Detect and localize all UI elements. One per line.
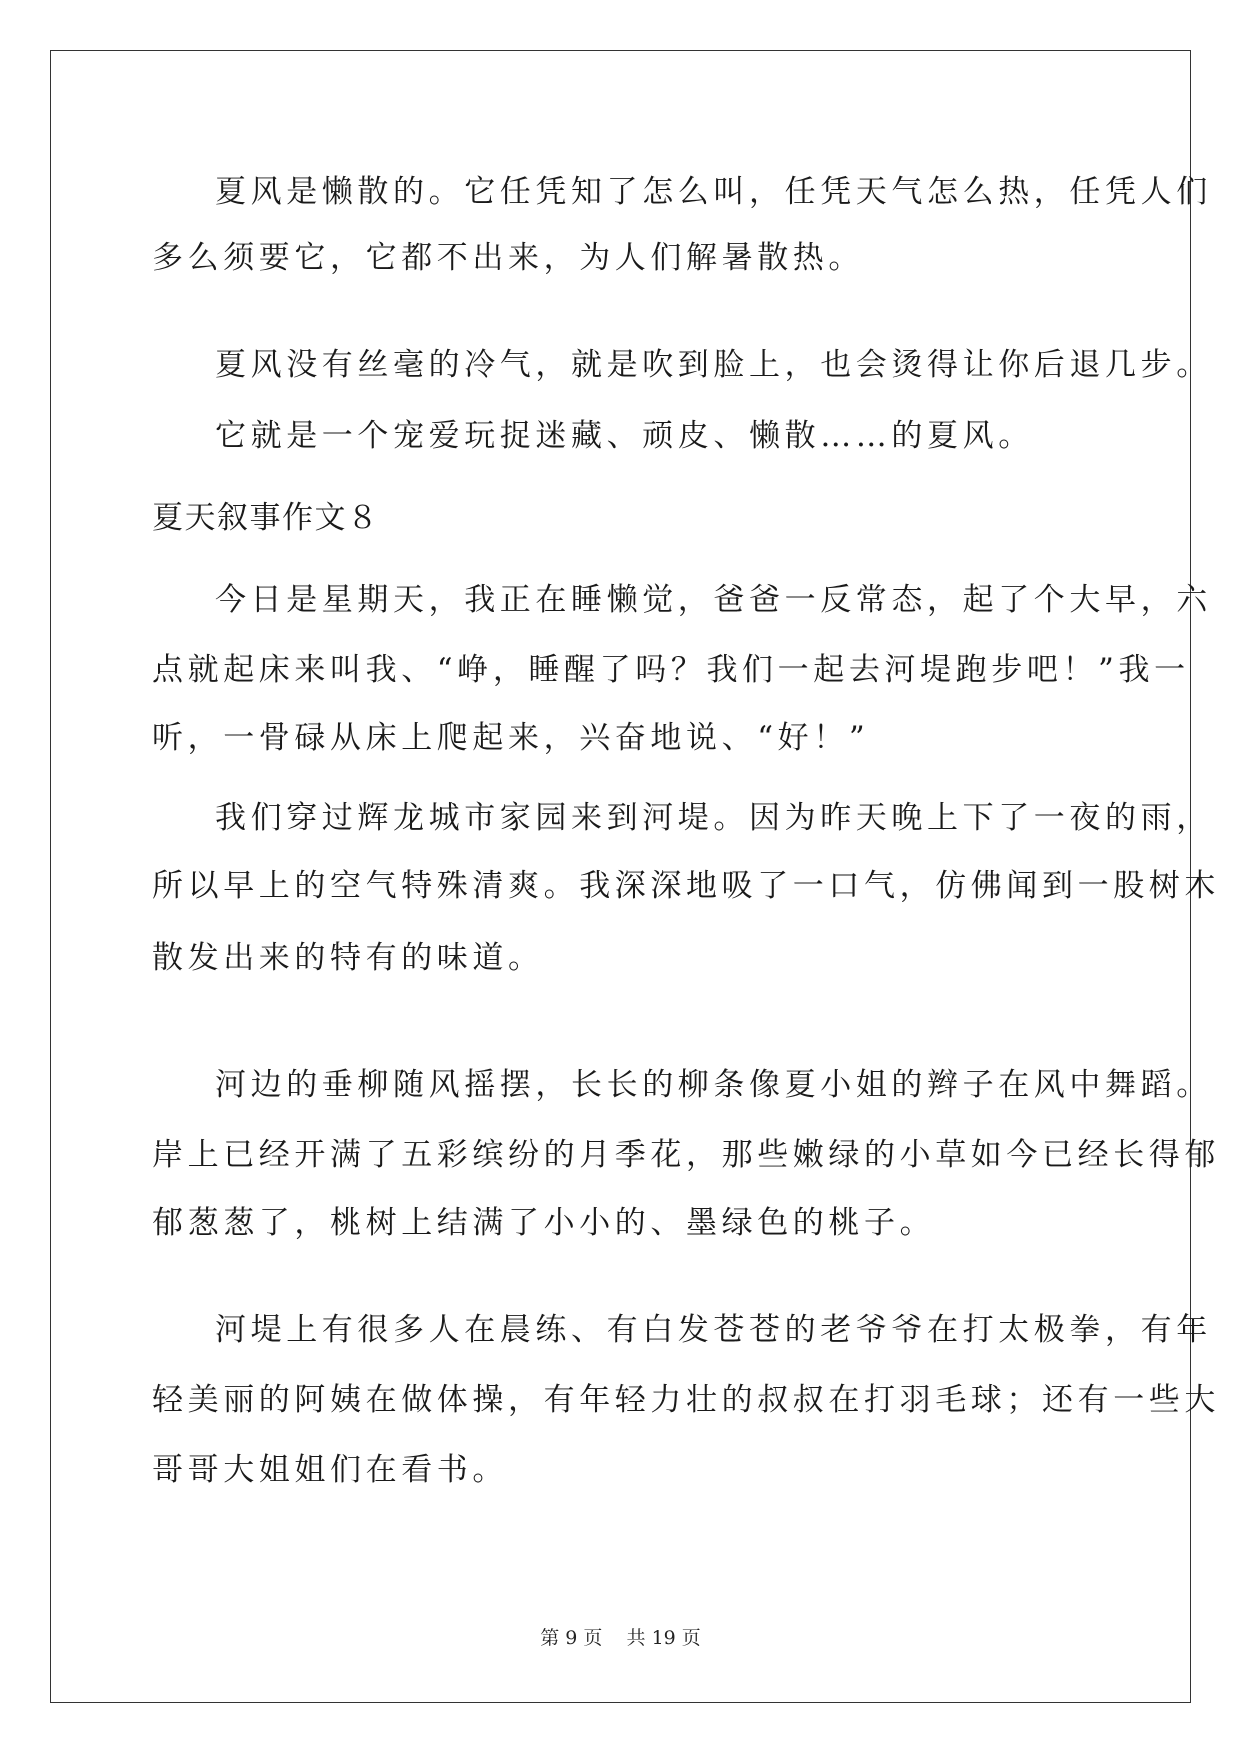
paragraph-line: 郁葱葱了，桃树上结满了小小的、墨绿色的桃子。 — [152, 1205, 936, 1241]
page-number: 第 9 页 共 19 页 — [540, 1627, 701, 1649]
paragraph-line: 河堤上有很多人在晨练、有白发苍苍的老爷爷在打太极拳，有年 — [215, 1312, 1212, 1348]
section-heading: 夏天叙事作文８ — [152, 500, 380, 536]
paragraph-line: 夏风是懒散的。它任凭知了怎么叫，任凭天气怎么热，任凭人们 — [215, 174, 1212, 210]
paragraph-line: 哥哥大姐姐们在看书。 — [152, 1452, 508, 1488]
paragraph-line: 所以早上的空气特殊清爽。我深深地吸了一口气，仿佛闻到一股树木 — [152, 868, 1220, 904]
paragraph-line: 轻美丽的阿姨在做体操，有年轻力壮的叔叔在打羽毛球；还有一些大 — [152, 1382, 1220, 1418]
paragraph-line: 今日是星期天，我正在睡懒觉，爸爸一反常态，起了个大早，六 — [215, 582, 1212, 618]
paragraph-line: 点就起床来叫我、“峥，睡醒了吗？我们一起去河堤跑步吧！”我一 — [152, 652, 1190, 688]
paragraph-line: 夏风没有丝毫的冷气，就是吹到脸上，也会烫得让你后退几步。 — [215, 347, 1212, 383]
paragraph-line: 它就是一个宠爱玩捉迷藏、顽皮、懒散……的夏风。 — [215, 418, 1034, 454]
paragraph-line: 我们穿过辉龙城市家园来到河堤。因为昨天晚上下了一夜的雨， — [215, 800, 1212, 836]
paragraph-line: 散发出来的特有的味道。 — [152, 940, 544, 976]
paragraph-line: 多么须要它，它都不出来，为人们解暑散热。 — [152, 240, 864, 276]
paragraph-line: 河边的垂柳随风摇摆，长长的柳条像夏小姐的辫子在风中舞蹈。 — [215, 1067, 1212, 1103]
paragraph-line: 听，一骨碌从床上爬起来，兴奋地说、“好！” — [152, 720, 870, 756]
paragraph-line: 岸上已经开满了五彩缤纷的月季花，那些嫩绿的小草如今已经长得郁 — [152, 1137, 1220, 1173]
